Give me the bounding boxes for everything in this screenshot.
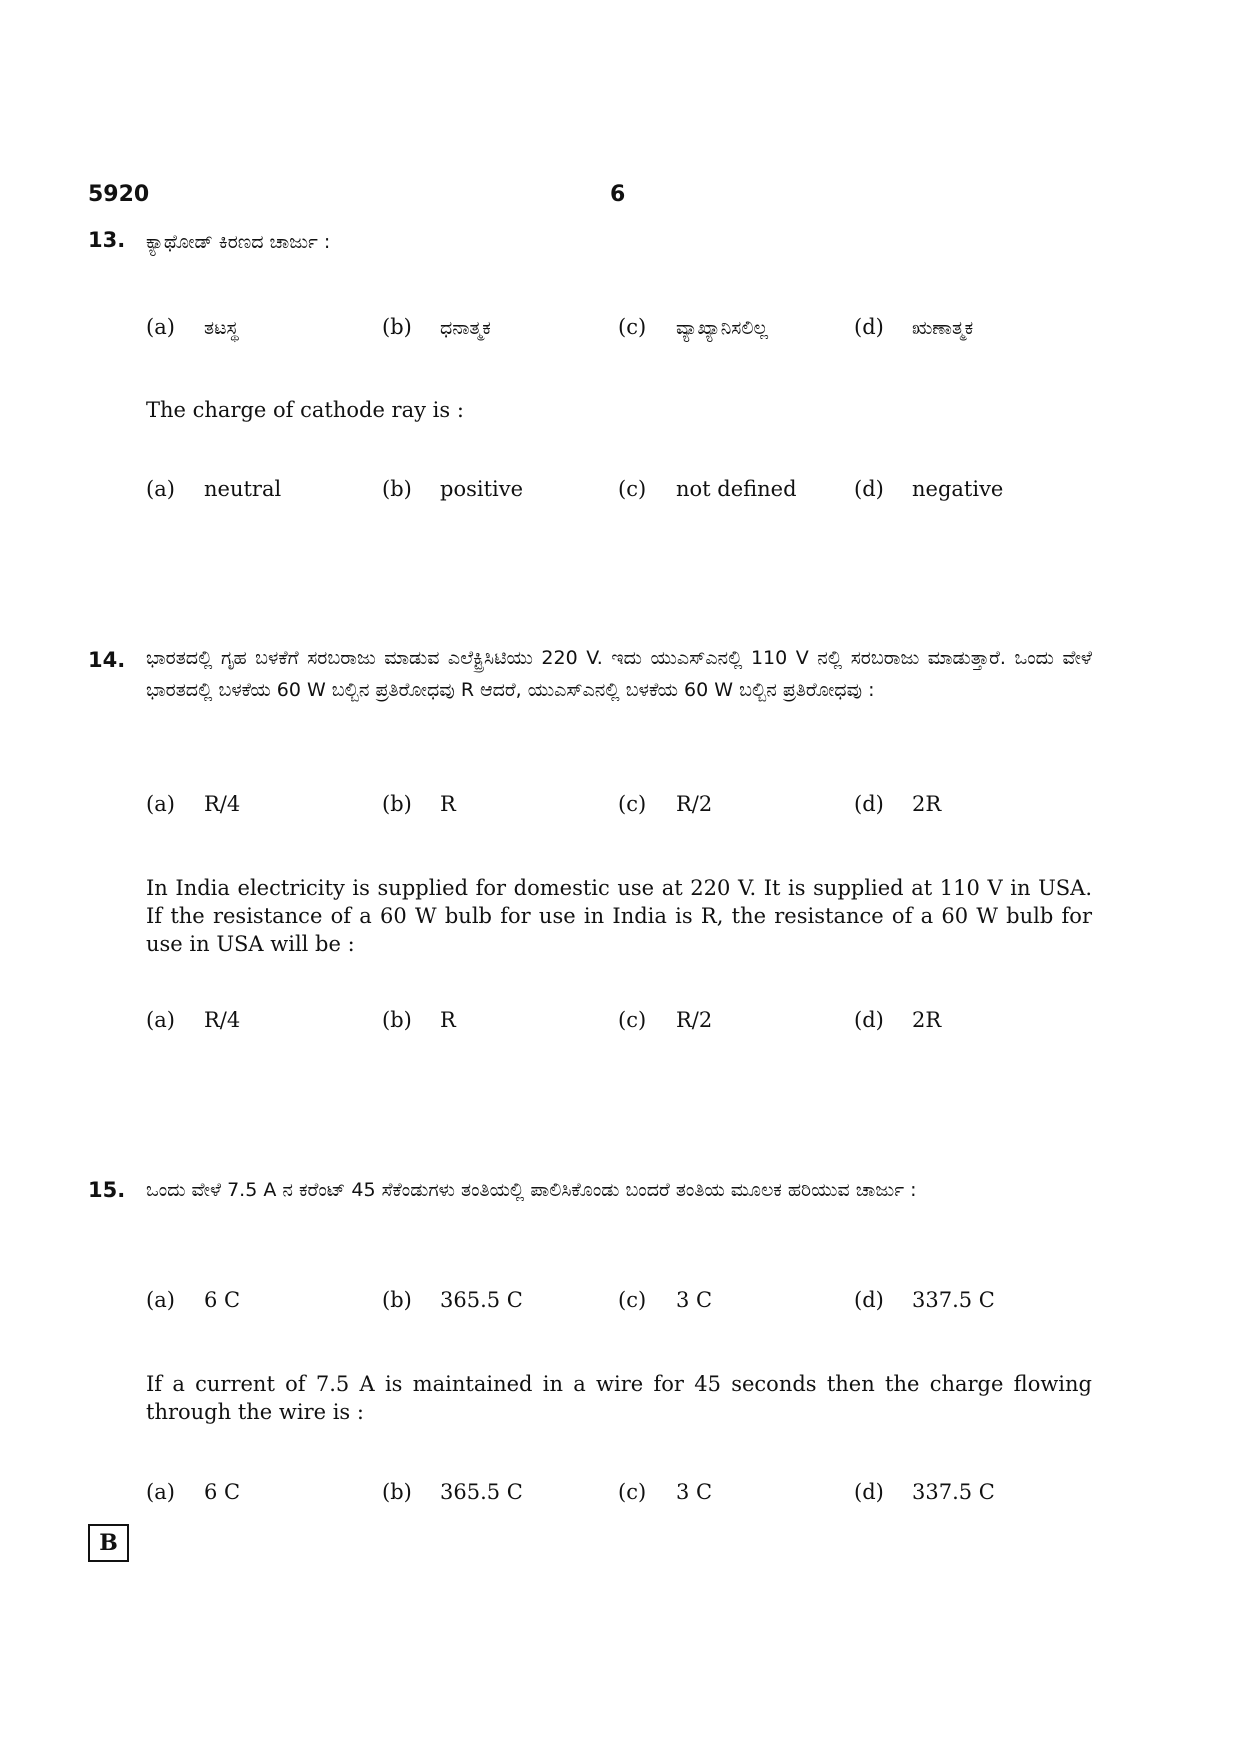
question-stem-english: The charge of cathode ray is : <box>146 398 464 422</box>
option-label: (b) <box>382 315 412 339</box>
option-label: (c) <box>618 792 647 816</box>
option-text: 2R <box>912 792 942 816</box>
option-label: (a) <box>146 1288 175 1312</box>
question-stem-english: If a current of 7.5 A is maintained in a wire for 45 seconds then the charge flowing through the wire is : <box>146 1372 1092 1424</box>
question-stem-kannada: ಒಂದು ವೇಳೆ 7.5 A ನ ಕರೆಂಟ್ 45 ಸೆಕೆಂಡುಗಳು ತಂತಿಯಲ್ಲಿ ಪಾಲಿಸಿಕೊಂಡು ಬಂದರೆ ತಂತಿಯ ಮೂಲಕ ಹರಿಯುವ ಚಾರ್ಜು : <box>146 1179 917 1201</box>
option-text: 365.5 C <box>440 1288 523 1312</box>
option-label: (d) <box>854 315 884 339</box>
option-text: 365.5 C <box>440 1480 523 1504</box>
option-text: R <box>440 1008 456 1032</box>
option-label: (d) <box>854 1288 884 1312</box>
option-text: R/2 <box>676 792 713 816</box>
option-label: (d) <box>854 477 884 501</box>
options-row-english <box>146 477 1092 509</box>
option-label: (c) <box>618 315 647 339</box>
option-label: (d) <box>854 1008 884 1032</box>
page-number: 6 <box>610 182 626 207</box>
option-label: (a) <box>146 315 175 339</box>
option-text: ಋಣಾತ್ಮಕ <box>912 317 974 339</box>
options-row-kannada <box>146 792 1092 824</box>
question-number: 14. <box>88 648 126 672</box>
option-c <box>618 312 768 344</box>
option-label: (c) <box>618 1480 647 1504</box>
option-text: 3 C <box>676 1288 713 1312</box>
option-label: (b) <box>382 1288 412 1312</box>
option-a <box>146 1288 240 1312</box>
option-text: neutral <box>204 477 282 501</box>
option-label: (a) <box>146 792 175 816</box>
option-b <box>382 1288 523 1312</box>
option-label: (c) <box>618 1008 647 1032</box>
option-c <box>618 477 797 501</box>
paper-code: 5920 <box>88 182 150 207</box>
option-b <box>382 312 491 344</box>
option-a <box>146 477 281 501</box>
option-text: R/4 <box>204 792 241 816</box>
option-label: (d) <box>854 792 884 816</box>
option-b <box>382 1480 523 1504</box>
options-row-english <box>146 1480 1092 1512</box>
option-text: R/4 <box>204 1008 241 1032</box>
option-a <box>146 312 239 344</box>
option-text: not defined <box>676 477 797 501</box>
option-label: (a) <box>146 477 175 501</box>
option-label: (b) <box>382 1008 412 1032</box>
option-text: 6 C <box>204 1480 241 1504</box>
option-text: R/2 <box>676 1008 713 1032</box>
option-b <box>382 477 523 501</box>
option-d <box>854 477 1003 501</box>
question-stem-english: In India electricity is supplied for domestic use at 220 V. It is supplied at 110 V in USA. If the resistance of a 60 W bulb for use in India is R, the resistance of a 60 W bulb for use in USA will be : <box>146 876 1092 956</box>
option-label: (d) <box>854 1480 884 1504</box>
option-label: (b) <box>382 1480 412 1504</box>
options-row-english <box>146 1008 1092 1040</box>
option-a <box>146 792 240 816</box>
question-number: 13. <box>88 228 126 252</box>
option-text: ಧನಾತ್ಮಕ <box>440 317 491 339</box>
option-text: 6 C <box>204 1288 241 1312</box>
option-b <box>382 1008 456 1032</box>
option-label: (b) <box>382 792 412 816</box>
option-d <box>854 312 973 344</box>
option-d <box>854 792 941 816</box>
option-c <box>618 1008 712 1032</box>
option-c <box>618 1480 712 1504</box>
question-stem-kannada: ಭಾರತದಲ್ಲಿ ಗೃಹ ಬಳಕೆಗೆ ಸರಬರಾಜು ಮಾಡುವ ಎಲೆಕ್ಟ್ರಿಸಿಟಿಯು 220 V. ಇದು ಯುಎಸ್‌ಎನಲ್ಲಿ 110 V ನಲ್ಲಿ ಸರಬರಾಜು ಮಾಡುತ್ತಾರೆ. ಒಂದು ವೇಳೆ ಭಾರತದಲ್ಲಿ ಬಳಕೆಯ 60 W ಬಲ್ಬಿನ ಪ್ರತಿರೋಧವು R ಆದರೆ, ಯುಎಸ್‌ಎನಲ್ಲಿ ಬಳಕೆಯ 60 W ಬಲ್ಬಿನ ಪ್ರತಿರೋಧವು : <box>146 647 1092 701</box>
option-d <box>854 1008 941 1032</box>
option-a <box>146 1480 240 1504</box>
option-text: 2R <box>912 1008 942 1032</box>
set-label-badge: B <box>88 1524 129 1562</box>
option-text: ತಟಸ್ಥ <box>204 317 239 339</box>
option-label: (a) <box>146 1008 175 1032</box>
option-text: positive <box>440 477 524 501</box>
option-label: (c) <box>618 477 647 501</box>
options-row-kannada <box>146 1288 1092 1320</box>
option-text: ವ್ಯಾಖ್ಯಾನಿಸಲಿಲ್ಲ <box>676 317 769 339</box>
option-text: R <box>440 792 456 816</box>
option-text: 337.5 C <box>912 1480 995 1504</box>
option-text: 3 C <box>676 1480 713 1504</box>
option-label: (a) <box>146 1480 175 1504</box>
options-row-kannada <box>146 312 1092 344</box>
option-label: (b) <box>382 477 412 501</box>
option-a <box>146 1008 240 1032</box>
option-text: 337.5 C <box>912 1288 995 1312</box>
option-d <box>854 1480 995 1504</box>
option-c <box>618 1288 712 1312</box>
option-text: negative <box>912 477 1004 501</box>
option-c <box>618 792 712 816</box>
option-d <box>854 1288 995 1312</box>
question-stem-kannada: ಕ್ಯಾಥೋಡ್ ಕಿರಣದ ಚಾರ್ಜು : <box>146 231 331 253</box>
question-number: 15. <box>88 1178 126 1202</box>
option-b <box>382 792 456 816</box>
option-label: (c) <box>618 1288 647 1312</box>
